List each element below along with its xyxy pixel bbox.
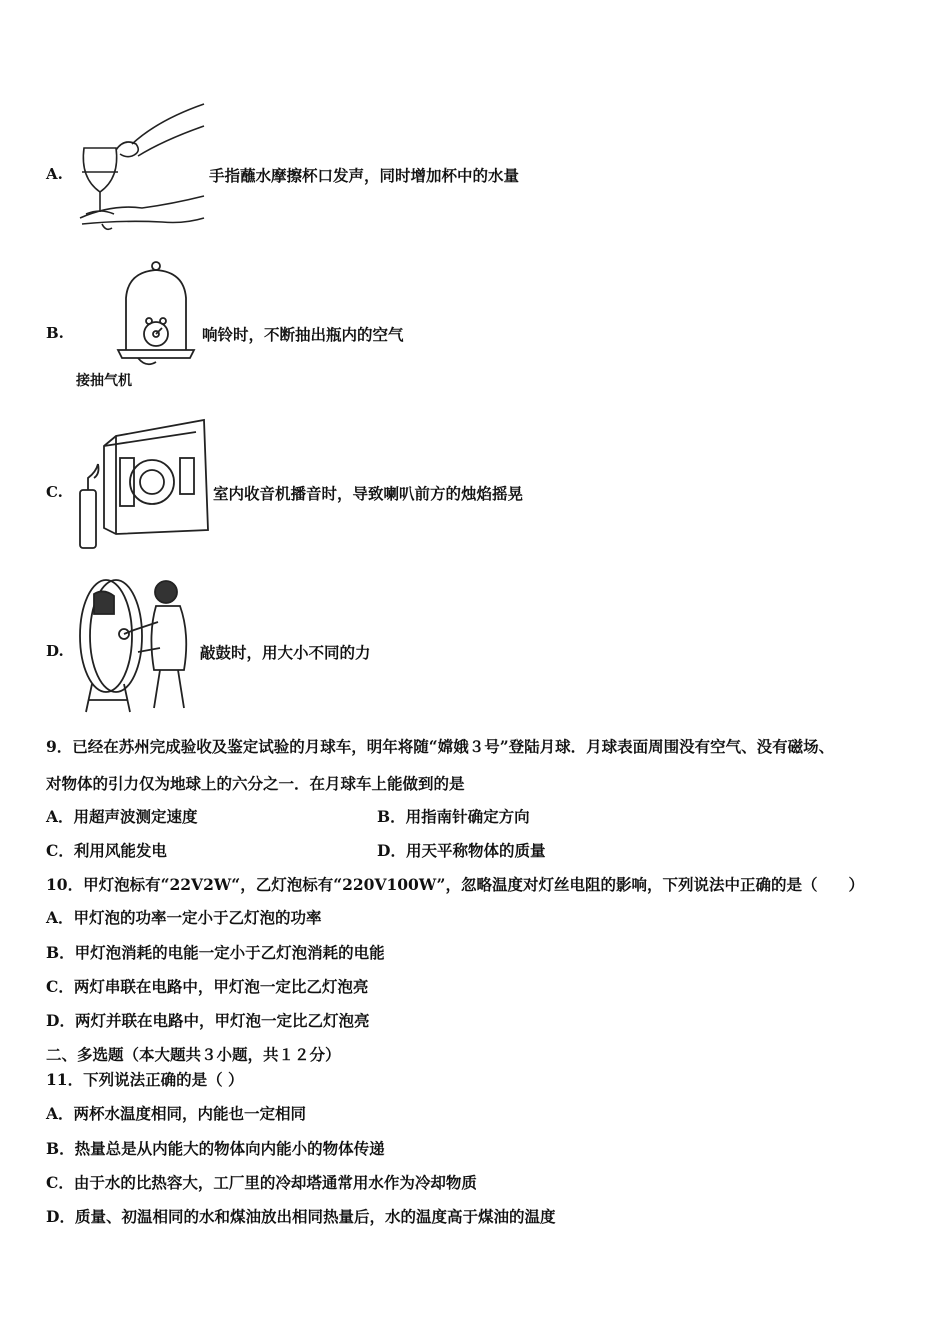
q9-stem-line1: 9．已经在苏州完成验收及鉴定试验的月球车，明年将随“嫦娥３号”登陆月球．月球表面周围没有空气、没有磁场、 (46, 737, 835, 756)
q8-option-c-text: 室内收音机播音时，导致喇叭前方的烛焰摇晃 (213, 484, 524, 503)
radio-candle-icon (76, 418, 211, 553)
bell-jar-clock-icon (76, 258, 201, 368)
air-pump-label: 接抽气机 (76, 373, 132, 389)
q11-stem: 11．下列说法正确的是（ ） (46, 1070, 244, 1089)
q8-option-b-letter: B. (46, 324, 64, 342)
q10-stem: 10．甲灯泡标有“22V2W“，乙灯泡标有“220V100W”，忽略温度对灯丝电阻的影响，下列说法中正确的是（ ） (46, 875, 864, 894)
q9-option-b: B．用指南针确定方向 (377, 807, 530, 826)
q8-option-b-text: 响铃时，不断抽出瓶内的空气 (202, 325, 404, 344)
q11-option-d: D．质量、初温相同的水和煤油放出相同热量后，水的温度高于煤油的温度 (46, 1207, 556, 1226)
q8-option-a-letter: A. (46, 165, 63, 183)
q8-option-d-letter: D. (46, 642, 64, 660)
q10-option-c: C．两灯串联在电路中，甲灯泡一定比乙灯泡亮 (46, 977, 369, 996)
wine-glass-hand-icon (72, 100, 207, 232)
q11-option-b: B．热量总是从内能大的物体向内能小的物体传递 (46, 1139, 385, 1158)
q8-option-a-text: 手指蘸水摩擦杯口发声，同时增加杯中的水量 (209, 166, 520, 185)
q10-option-d: D．两灯并联在电路中，甲灯泡一定比乙灯泡亮 (46, 1011, 370, 1030)
section-heading-multiple-choice: 二、多选题（本大题共３小题，共１２分） (46, 1045, 341, 1064)
q9-option-c: C．利用风能发电 (46, 841, 167, 860)
q8-option-d-text: 敲鼓时，用大小不同的力 (200, 643, 371, 662)
q8-option-c-letter: C. (46, 483, 63, 501)
q9-option-d: D．用天平称物体的质量 (377, 841, 546, 860)
q11-option-a: A．两杯水温度相同，内能也一定相同 (46, 1104, 307, 1123)
q10-option-a: A．甲灯泡的功率一定小于乙灯泡的功率 (46, 908, 322, 927)
q10-option-b: B．甲灯泡消耗的电能一定小于乙灯泡消耗的电能 (46, 943, 385, 962)
q9-stem-line2: 对物体的引力仅为地球上的六分之一．在月球车上能做到的是 (46, 774, 465, 793)
q11-option-c: C．由于水的比热容大，工厂里的冷却塔通常用水作为冷却物质 (46, 1173, 477, 1192)
drummer-icon (74, 574, 199, 714)
q9-option-a: A．用超声波测定速度 (46, 807, 198, 826)
